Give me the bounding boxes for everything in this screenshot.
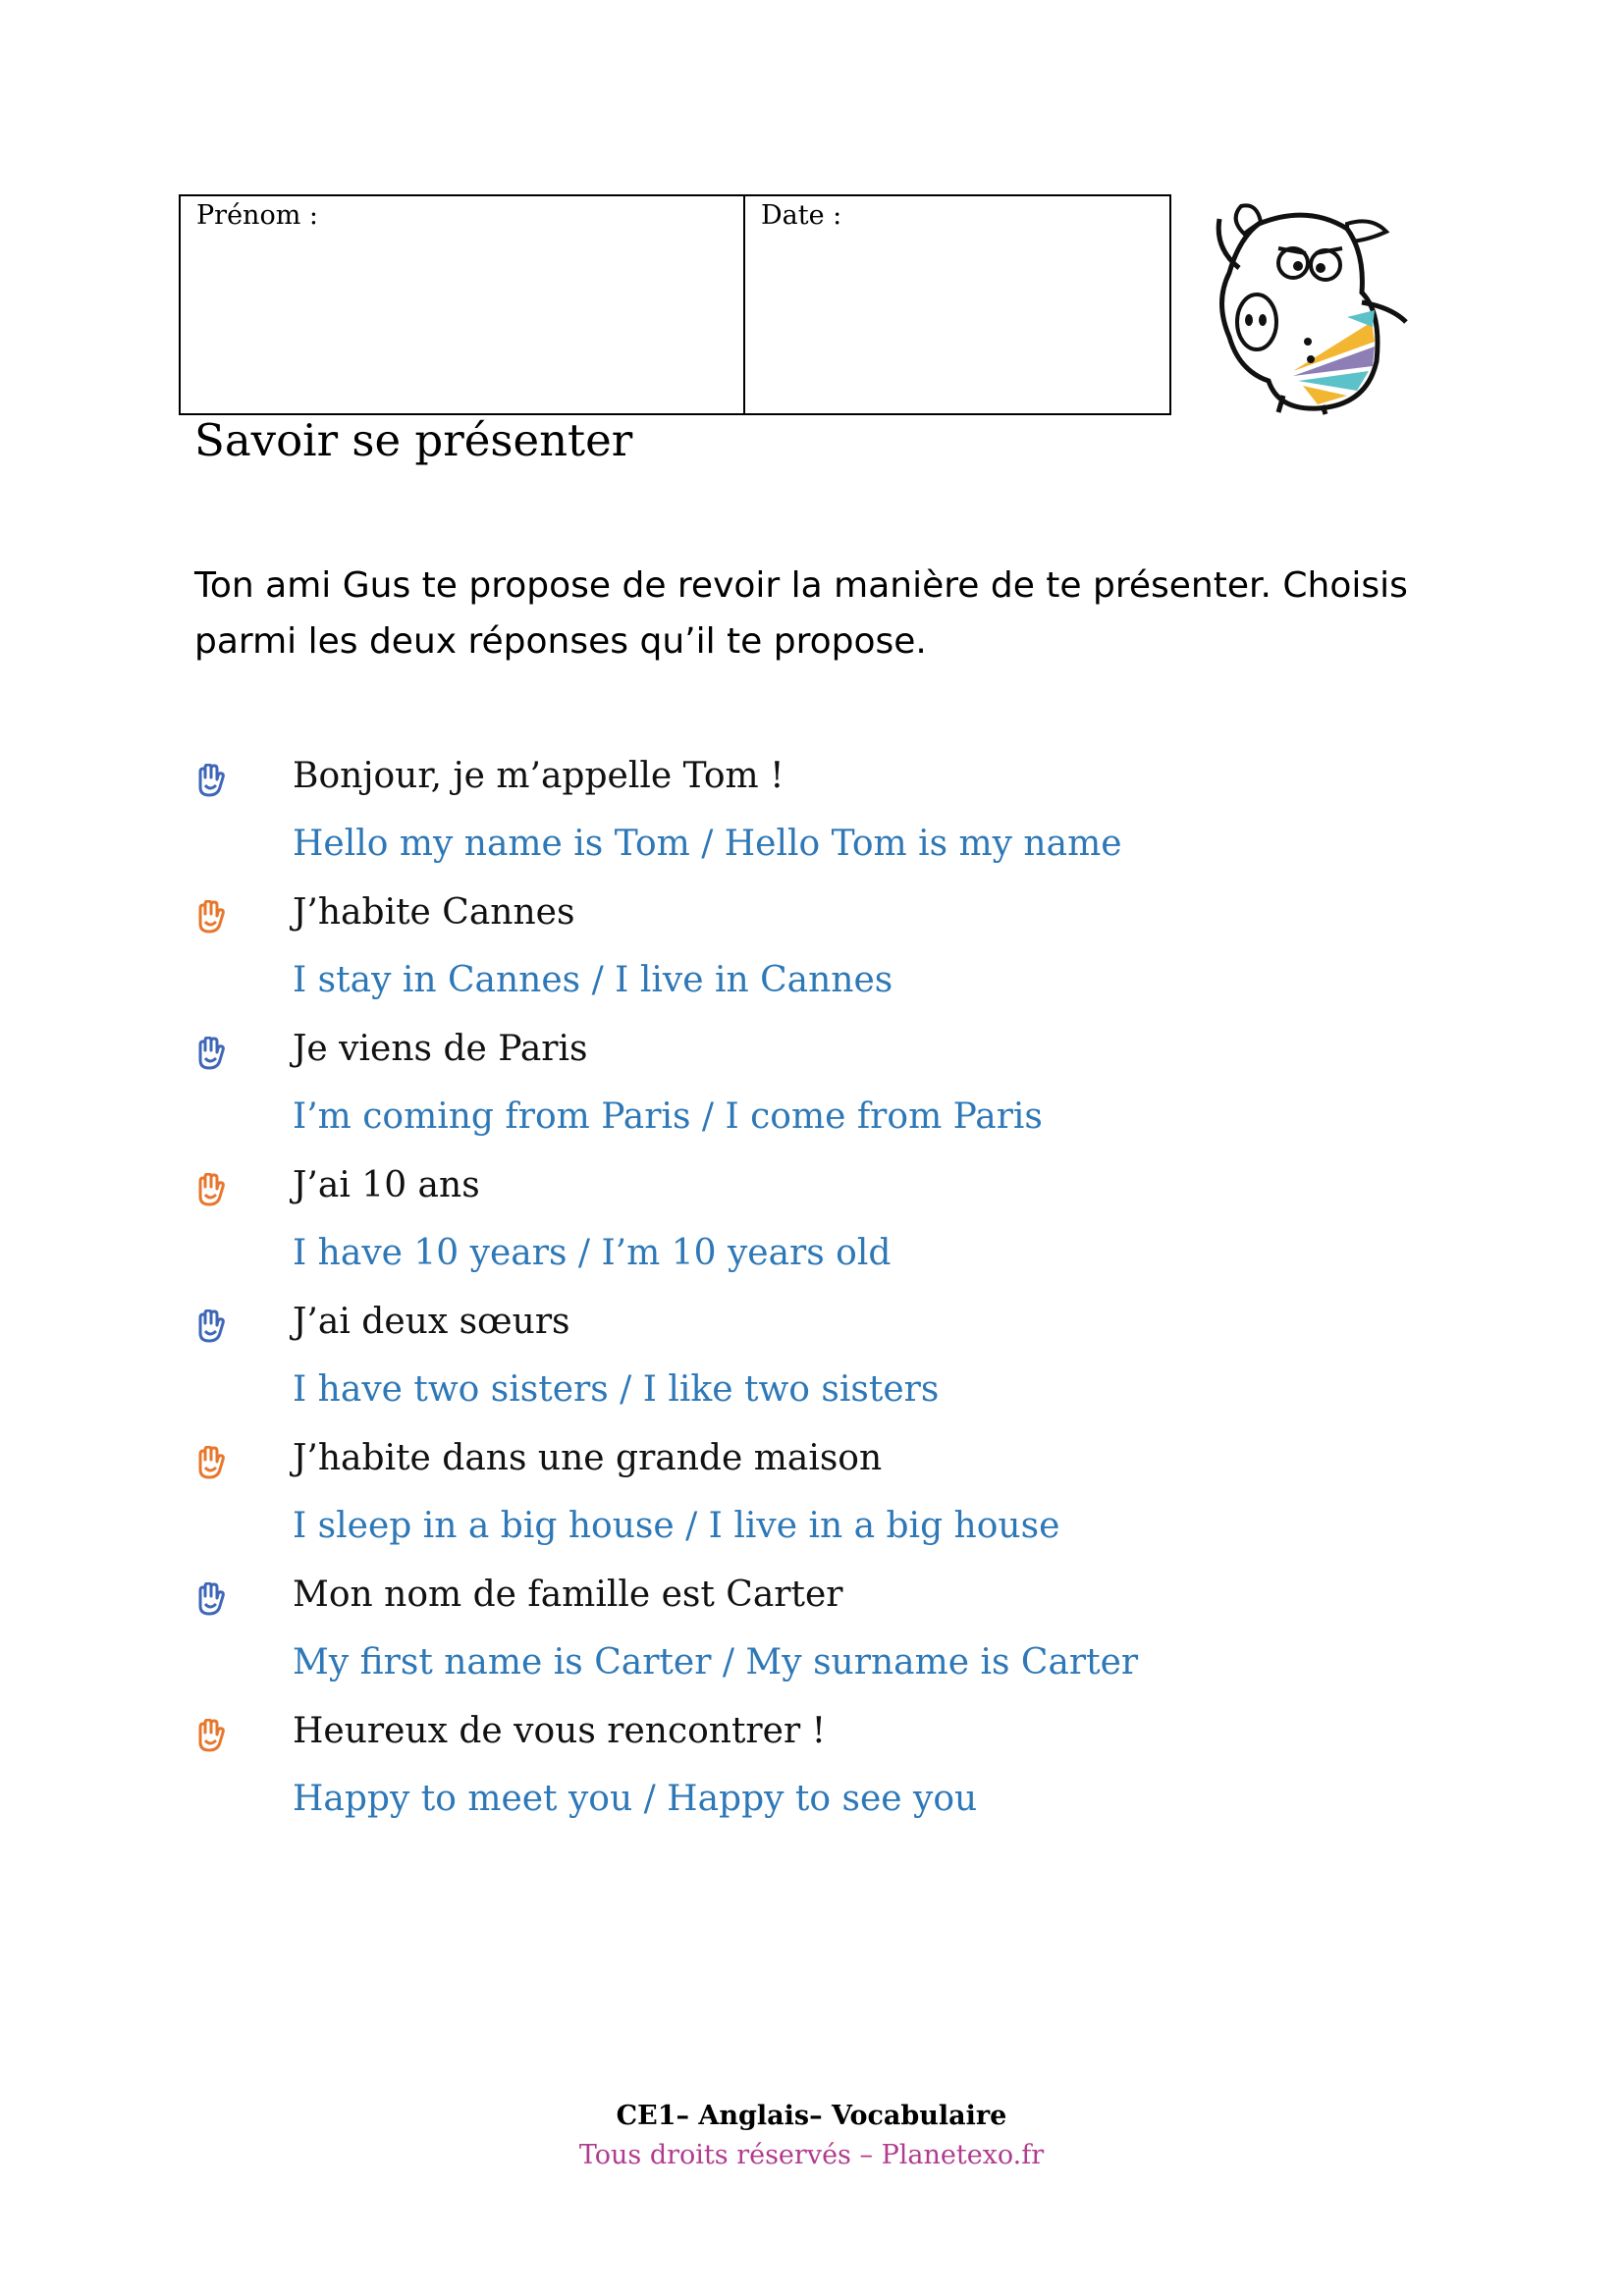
hand-bullet-icon — [194, 764, 226, 797]
list-item — [194, 1165, 1471, 1302]
name-field[interactable] — [181, 196, 745, 413]
name-label: Prénom : — [196, 200, 318, 231]
hand-bullet-icon — [194, 900, 226, 934]
hand-bullet-icon — [194, 1037, 226, 1070]
hand-bullet-icon — [194, 1719, 226, 1752]
hand-bullet-icon — [194, 1582, 226, 1616]
english-choices[interactable]: I stay in Cannes / I live in Cannes — [293, 960, 893, 1000]
student-info-table — [179, 194, 1171, 415]
instructions: Ton ami Gus te propose de revoir la manière de te présenter. Choisis parmi les deux réponses qu’il te propose. — [194, 565, 1408, 662]
english-choices[interactable]: I’m coming from Paris / I come from Paris — [293, 1096, 1043, 1137]
english-choices[interactable]: I have 10 years / I’m 10 years old — [293, 1233, 892, 1273]
french-sentence: Heureux de vous rencontrer ! — [293, 1711, 827, 1751]
footer-subject: CE1– Anglais– Vocabulaire — [616, 2101, 1007, 2131]
english-choices[interactable]: Happy to meet you / Happy to see you — [293, 1779, 978, 1819]
question-list — [194, 756, 1471, 1847]
french-sentence: Bonjour, je m’appelle Tom ! — [293, 756, 784, 796]
page-title: Savoir se présenter — [194, 414, 633, 466]
english-choices[interactable]: Hello my name is Tom / Hello Tom is my name — [293, 824, 1122, 864]
hand-bullet-icon — [194, 1446, 226, 1479]
french-sentence: J’habite dans une grande maison — [293, 1438, 883, 1478]
list-item — [194, 756, 1471, 892]
footer-copyright: Tous droits réservés – Planetexo.fr — [578, 2140, 1045, 2170]
list-item — [194, 1302, 1471, 1438]
list-item — [194, 1029, 1471, 1165]
french-sentence: Mon nom de famille est Carter — [293, 1575, 843, 1615]
french-sentence: J’habite Cannes — [293, 892, 575, 933]
list-item — [194, 1711, 1471, 1847]
list-item — [194, 1575, 1471, 1711]
hand-bullet-icon — [194, 1173, 226, 1206]
french-sentence: Je viens de Paris — [293, 1029, 588, 1069]
gus-mascot-icon — [1200, 194, 1416, 415]
french-sentence: J’ai deux sœurs — [293, 1302, 570, 1342]
english-choices[interactable]: I have two sisters / I like two sisters — [293, 1369, 940, 1410]
french-sentence: J’ai 10 ans — [293, 1165, 480, 1205]
list-item — [194, 892, 1471, 1029]
english-choices[interactable]: I sleep in a big house / I live in a big house — [293, 1506, 1060, 1546]
english-choices[interactable]: My first name is Carter / My surname is Carter — [293, 1642, 1139, 1682]
list-item — [194, 1438, 1471, 1575]
date-label: Date : — [761, 200, 842, 231]
date-field[interactable] — [745, 196, 1169, 413]
hand-bullet-icon — [194, 1309, 226, 1343]
